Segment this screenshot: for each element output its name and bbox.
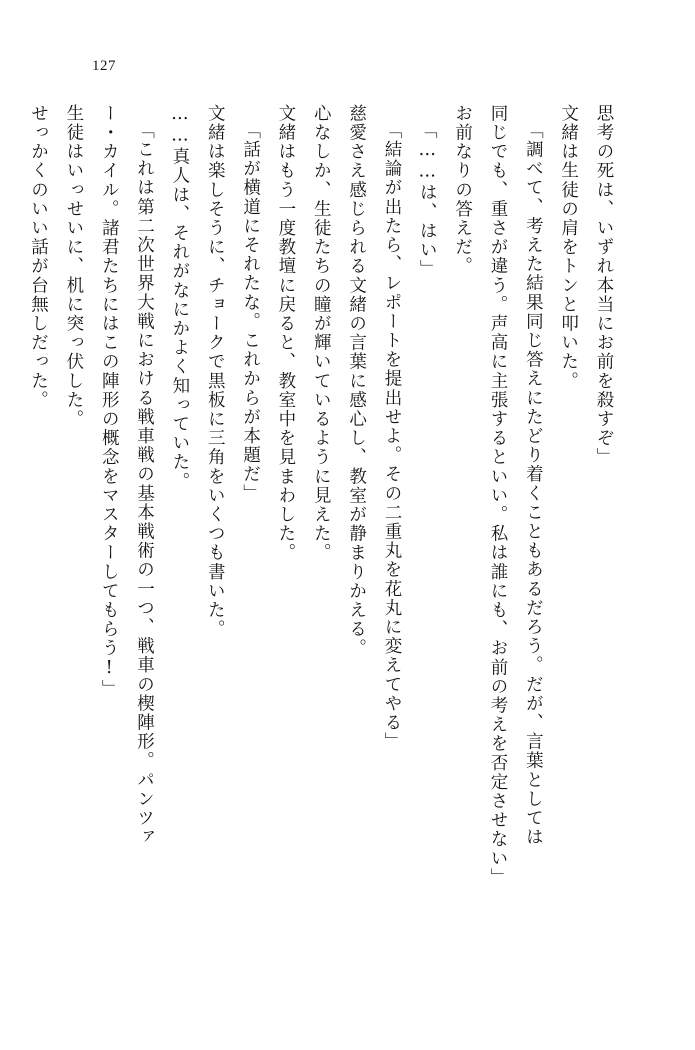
text-line: 思考の死は、いずれ本当にお前を殺すぞ」	[594, 104, 614, 467]
text-line: 文緒は楽しそうに、チョークで黒板に三角をいくつも書いた。	[205, 104, 226, 639]
text-line: ー・カイル。諸君たちにはこの陣形の概念をマスターしてもらう!」	[99, 104, 120, 699]
text-line: 「これは第二次世界大戦における戦車戦の基本戦術の一つ、戦車の楔陣形。パンツァ	[134, 121, 155, 847]
text-line: ……真人は、それがなにかよく知っていた。	[169, 104, 190, 491]
text-line: 「結論が出たら、レポートを提出せよ。その二重丸を花丸に変えてやる」	[381, 121, 402, 752]
text-line: 心なしか、生徒たちの瞳が輝いているように見えた。	[311, 104, 332, 563]
text-line: 「……は、はい」	[417, 121, 438, 279]
text-line: 慈愛さえ感じられる文緒の言葉に感心し、教室が静まりかえる。	[346, 104, 367, 658]
text-line: 生徒はいっせいに、机に突っ伏した。	[63, 104, 84, 429]
vertical-body-text	[28, 104, 621, 974]
text-line: せっかくのいい話が台無しだった。	[28, 104, 49, 410]
text-line: 文緒は生徒の肩をトンと叩いた。	[558, 104, 579, 391]
text-line: お前なりの答えだ。	[452, 104, 473, 276]
text-line: 同じでも、重さが違う。声高に主張するといい。私は誰にも、お前の考えを否定させない」	[487, 104, 508, 888]
text-line: 「話が横道にそれたな。これからが本題だ」	[240, 121, 261, 503]
text-line: 「調べて、考えた結果同じ答えにたどり着くこともあるだろう。だが、言葉としては	[523, 121, 544, 847]
text-line: 文緒はもう一度教壇に戻ると、教室中を見まわした。	[275, 104, 296, 563]
page-number: 127	[92, 58, 116, 74]
